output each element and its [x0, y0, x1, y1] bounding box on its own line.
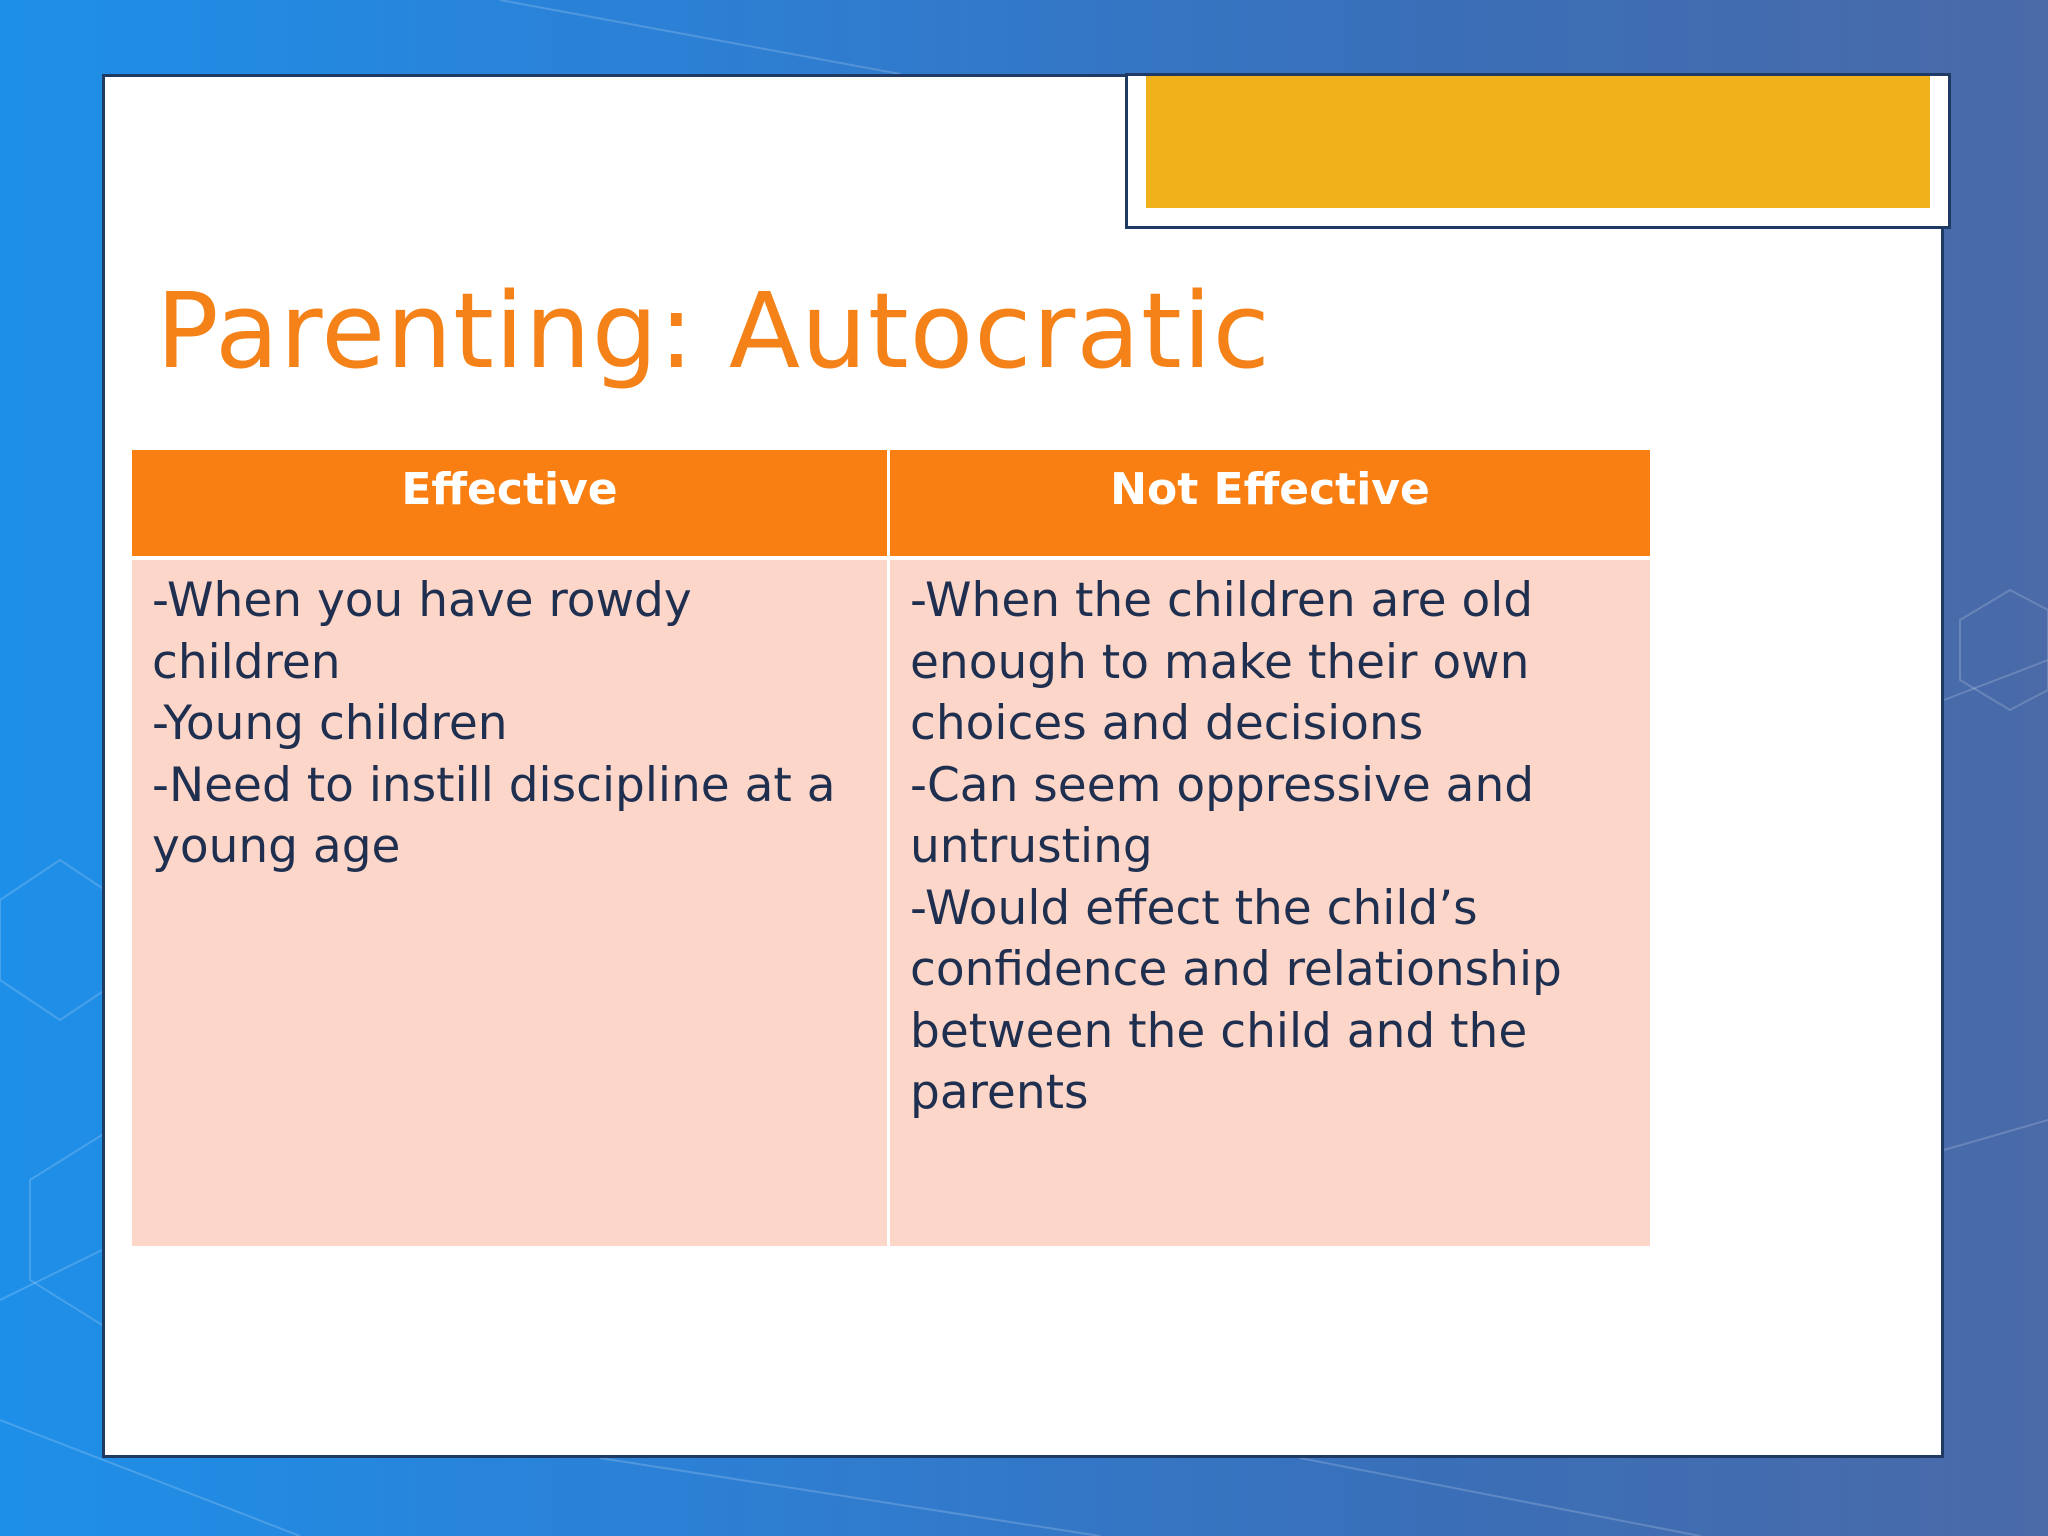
not-effective-line: between the child and the — [910, 1003, 1528, 1059]
not-effective-cell — [890, 560, 1650, 1246]
accent-box — [1125, 73, 1951, 229]
effective-line: children — [152, 634, 341, 690]
accent-bar — [1146, 76, 1930, 208]
header-not-effective: Not Effective — [890, 450, 1650, 560]
not-effective-line: parents — [910, 1065, 1089, 1120]
effective-line: -When you have rowdy — [152, 573, 692, 628]
not-effective-line: -Would effect the child’s — [910, 880, 1478, 936]
effective-line: -Young children — [152, 696, 508, 751]
table-header-row — [132, 450, 1650, 560]
table-row — [132, 560, 1650, 1246]
effective-cell — [132, 560, 890, 1246]
not-effective-line: confidence and relationship — [910, 942, 1562, 997]
not-effective-line: -When the children are old — [910, 573, 1534, 628]
effective-line: young age — [152, 819, 401, 874]
not-effective-line: untrusting — [910, 819, 1153, 874]
comparison-table — [132, 450, 1650, 1246]
not-effective-line: enough to make their own — [910, 634, 1530, 690]
slide-title: Parenting: Autocratic — [156, 270, 1271, 392]
not-effective-line: -Can seem oppressive and — [910, 757, 1535, 813]
not-effective-line: choices and decisions — [910, 696, 1424, 751]
effective-line: -Need to instill discipline at a — [152, 757, 836, 813]
header-effective: Effective — [132, 450, 890, 560]
